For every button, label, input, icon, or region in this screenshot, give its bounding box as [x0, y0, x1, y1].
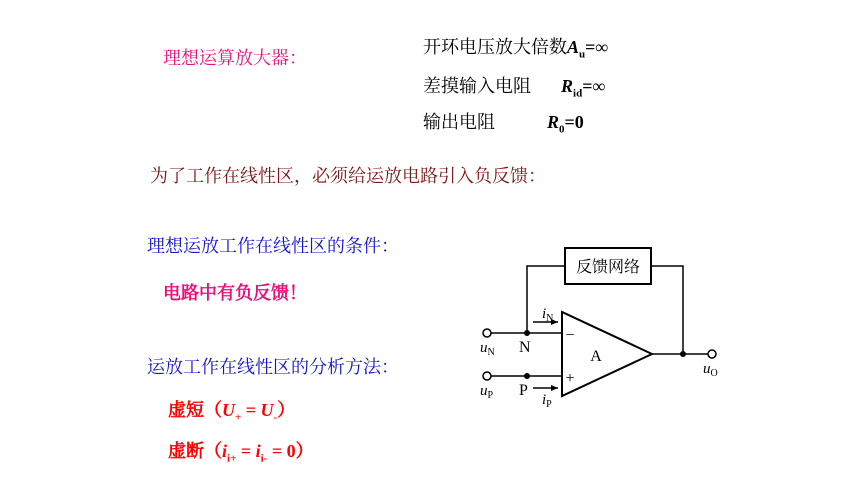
output-node-dot [680, 351, 686, 357]
iP-label: $i_P$ [542, 392, 552, 410]
diff-input-resistance-label: 差摸输入电阻 [423, 76, 531, 97]
virtual-short-eq: = [241, 400, 261, 420]
opamp-triangle [562, 312, 652, 396]
virtual-open-i1: i [222, 441, 228, 461]
inverting-sign: − [565, 327, 575, 344]
output-resistance-value: =0 [564, 112, 584, 132]
condition-title: 理想运放工作在线性区的条件： [147, 236, 399, 257]
ideal-opamp-title: 理想运算放大器： [163, 48, 307, 69]
open-loop-gain-symbol: A [567, 37, 580, 57]
node-N-dot [524, 330, 530, 336]
uN-terminal [483, 329, 491, 337]
uO-terminal [708, 350, 716, 358]
analysis-title: 运放工作在线性区的分析方法： [147, 357, 399, 378]
open-loop-gain-label: 开环电压放大倍数 [423, 37, 567, 58]
uN-label: $u_N$ [480, 340, 495, 358]
node-P-dot [524, 373, 530, 379]
iP-arrowhead [551, 385, 558, 391]
virtual-open-suffix: ） [295, 441, 314, 462]
virtual-short-minus-sub: - [273, 411, 278, 424]
virtual-short-u1: U [222, 400, 235, 420]
virtual-open-eq: = [236, 441, 256, 461]
node-N-label: N [519, 339, 531, 356]
virtual-short-suffix: ） [277, 400, 296, 421]
virtual-open-prefix: 虚断（ [168, 441, 222, 462]
diff-input-resistance-symbol: R [561, 76, 574, 96]
virtual-short-u2: U [260, 400, 274, 420]
node-P-label: P [519, 382, 528, 399]
opamp-label: A [590, 348, 602, 365]
virtual-short-prefix: 虚短（ [168, 400, 222, 421]
uP-terminal [483, 372, 491, 380]
diff-input-resistance-sub: id [573, 87, 583, 100]
uP-label: $u_P$ [480, 383, 494, 401]
virtual-open-minus-sub: i- [260, 452, 268, 465]
output-resistance-sub: 0 [559, 123, 565, 136]
noninverting-sign: + [565, 370, 575, 387]
open-loop-gain-sub: u [579, 48, 586, 61]
feedback-network-label: 反馈网络 [575, 259, 641, 276]
iN-label: $i_N$ [542, 306, 554, 324]
condition-value: 电路中有负反馈！ [163, 283, 307, 304]
virtual-open-i2: i [255, 441, 261, 461]
virtual-short-plus-sub: + [235, 411, 242, 424]
virtual-open-plus-sub: i+ [227, 452, 237, 465]
uO-label: $u_O$ [703, 361, 718, 379]
feedback-right-wire [651, 266, 683, 354]
open-loop-gain-value: =∞ [585, 37, 609, 57]
linear-region-note: 为了工作在线性区，必须给运放电路引入负反馈： [150, 166, 546, 187]
diff-input-resistance-value: =∞ [582, 76, 606, 96]
virtual-open-tail: = 0 [267, 441, 296, 461]
output-resistance-symbol: R [547, 112, 560, 132]
output-resistance-label: 输出电阻 [423, 112, 495, 133]
